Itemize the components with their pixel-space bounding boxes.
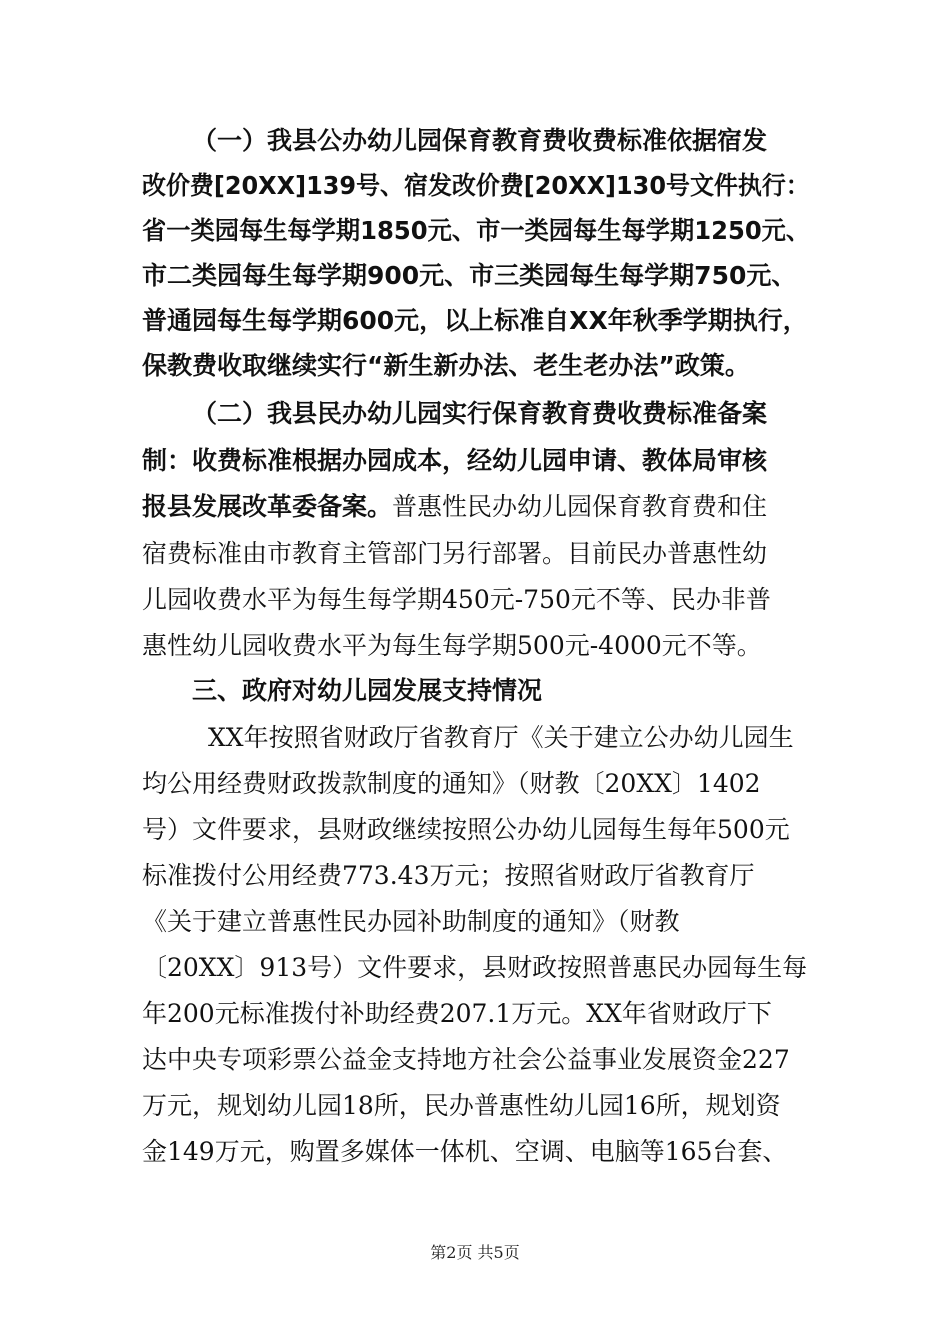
text-line: 保教费收取继续实行“新生新办法、老生老办法”政策。: [142, 351, 750, 380]
page-footer: 第2页 共5页: [430, 1243, 520, 1262]
text-line: 〔20XX〕913号）文件要求，县财政按照普惠民办园每生每: [142, 953, 808, 982]
text-line: 惠性幼儿园收费水平为每生每学期500元-4000元不等。: [142, 631, 762, 660]
text-line: 省一类园每生每学期1850元、市一类园每生每学期1250元、: [142, 216, 811, 245]
text-line: 制：收费标准根据办园成本，经幼儿园申请、教体局审核: [142, 446, 768, 475]
text-line: 标准拨付公用经费773.43万元；按照省财政厅省教育厅: [142, 861, 755, 890]
section-heading: 三、政府对幼儿园发展支持情况: [192, 676, 543, 705]
text-line: （一）我县公办幼儿园保育教育费收费标准依据宿发: [192, 126, 768, 155]
text-line: 《关于建立普惠性民办园补助制度的通知》（财教: [142, 907, 680, 936]
text-line: 金149万元，购置多媒体一体机、空调、电脑等165台套、: [142, 1137, 788, 1166]
text-line-mixed: [142, 490, 767, 524]
text-remainder: 普惠性民办幼儿园保育教育费和住: [392, 492, 768, 521]
text-line: 儿园收费水平为每生每学期450元-750元不等、民办非普: [142, 585, 771, 614]
text-line: 号）文件要求，县财政继续按照公办幼儿园每生每年500元: [142, 815, 790, 844]
text-line: 万元，规划幼儿园18所，民办普惠性幼儿园16所，规划资: [142, 1091, 781, 1120]
text-line: 改价费[20XX]139号、宿发改价费[20XX]130号文件执行：: [142, 171, 810, 200]
text-line: 宿费标准由市教育主管部门另行部署。目前民办普惠性幼: [142, 539, 768, 568]
text-line: 普通园每生每学期600元，以上标准自XX年秋季学期执行，: [142, 306, 808, 335]
text-line: 均公用经费财政拨款制度的通知》（财教〔20XX〕1402: [142, 769, 761, 798]
text-line: 市二类园每生每学期900元、市三类园每生每学期750元、: [142, 261, 797, 290]
bold-prefix: 报县发展改革委备案。: [142, 492, 393, 521]
text-line: XX年按照省财政厅省教育厅《关于建立公办幼儿园生: [208, 723, 794, 752]
text-line: 达中央专项彩票公益金支持地方社会公益事业发展资金227: [142, 1045, 790, 1074]
text-line: 年200元标准拨付补助经费207.1万元。XX年省财政厅下: [142, 999, 772, 1028]
text-line: （二）我县民办幼儿园实行保育教育费收费标准备案: [192, 399, 768, 428]
